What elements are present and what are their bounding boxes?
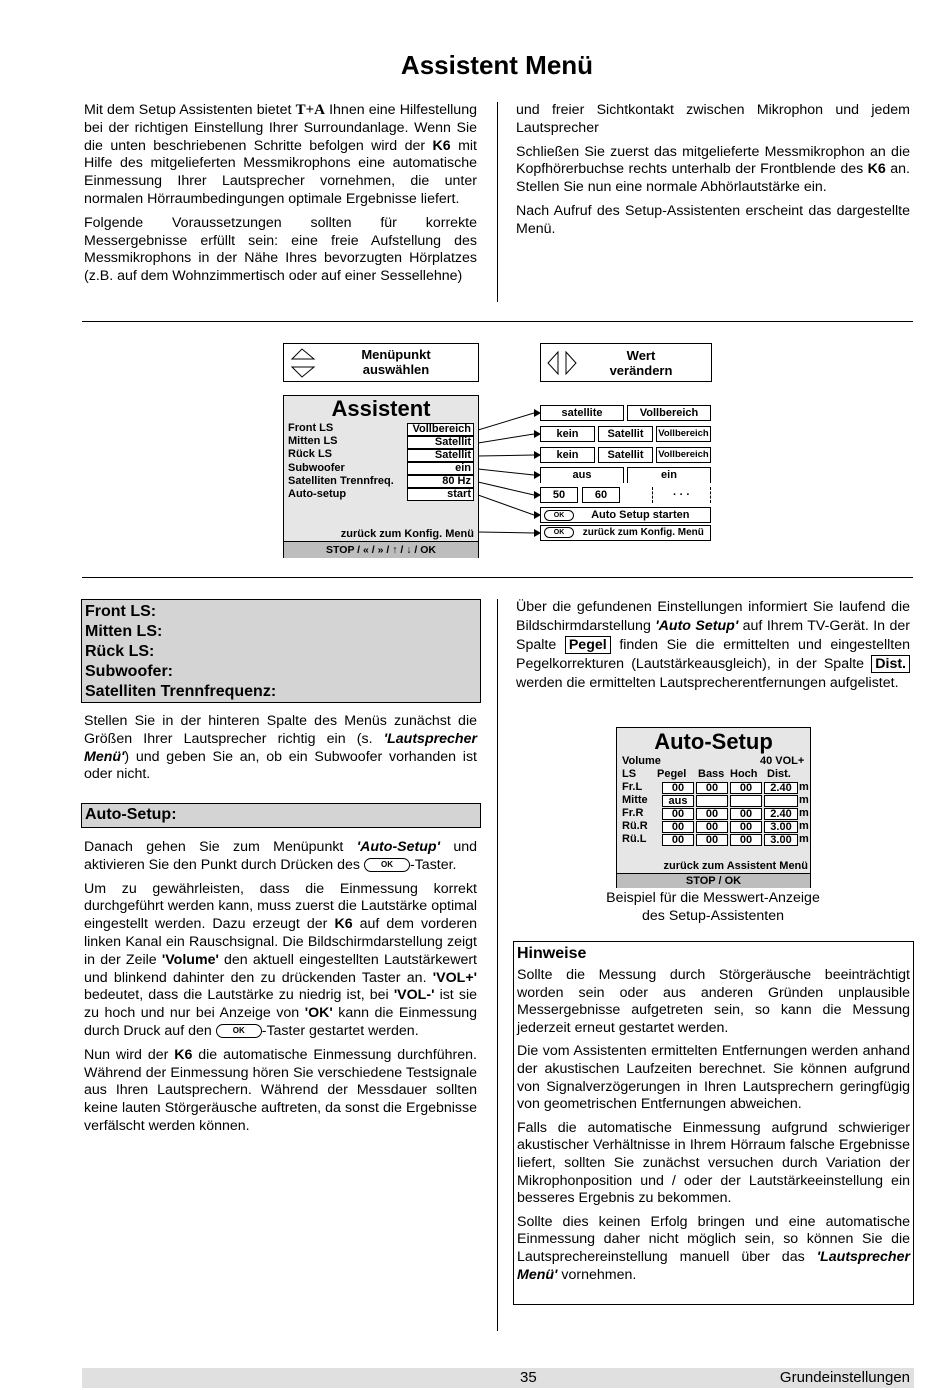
bass-cell: 00 [696, 782, 728, 794]
auto-setup-table [622, 781, 812, 851]
speaker-section-text: Stellen Sie in der hinteren Spalte des Menüs zunächst die Größen Ihrer Lautsprecher richtig ein (s. 'Lautsprecher Menü') und geben Sie an, ob ein Subwoofer vorhanden ist oder nicht. [84, 713, 477, 783]
change-value-box: Wert verändern [540, 343, 712, 382]
back-to-config-option: OK zurück zum Konfig. Menü [540, 525, 711, 541]
ls-label: Fr.L [622, 781, 643, 793]
hoch-cell: 00 [730, 821, 762, 833]
menu-row-label: Subwoofer [288, 462, 345, 474]
hoch-cell: 00 [730, 782, 762, 794]
col-header: LS [622, 768, 637, 780]
dist-cell: 2.40 [764, 782, 798, 794]
page-number: 35 [520, 1369, 537, 1386]
figure-caption: Beispiel für die Messwert-Anzeige des Setup-Assistenten [606, 890, 820, 924]
hoch-cell: 00 [730, 834, 762, 846]
up-down-arrows-icon [290, 347, 318, 379]
menu-row-label: Rück LS [288, 448, 333, 460]
menu-row-value: Satellit [407, 436, 474, 449]
column-divider [497, 599, 498, 1331]
ok-button-icon: OK [216, 1024, 262, 1038]
option-kein: kein [540, 447, 595, 463]
option-50: 50 [540, 487, 578, 503]
bass-cell: 00 [696, 821, 728, 833]
intro-paragraph-3: und freier Sichtkontakt zwischen Mikrophon und jedem Lautsprecher [516, 102, 910, 136]
pegel-cell: 00 [662, 782, 694, 794]
option-vollbereich: Vollbereich [627, 405, 711, 421]
section-rule [82, 321, 913, 322]
section-name: Grundeinstellungen [779, 1369, 910, 1386]
col-header: Hoch [730, 768, 758, 780]
option-vollbereich: Vollbereich [656, 426, 711, 442]
menu-row-label: Mitten LS [288, 435, 338, 447]
menu-row-value: Vollbereich [407, 423, 474, 436]
option-kein: kein [540, 426, 595, 442]
ls-label: Rü.L [622, 833, 647, 845]
intro-paragraph-4: Schließen Sie zuerst das mitgelieferte Messmikrophon an die Kopfhörerbuchse rechts unterhalb der Frontblende des K6 an. Stellen Sie nun eine normale Abhörlautstärke ein. [516, 143, 910, 196]
option-more: · · · [652, 487, 711, 503]
hinweise-heading: Hinweise [517, 945, 587, 962]
auto-setup-stop-bar: STOP / OK [617, 873, 810, 888]
volume-label: Volume [622, 755, 661, 767]
dist-cell [764, 795, 798, 807]
brand-logo: T+A [295, 102, 325, 118]
dist-cell: 3.00 [764, 821, 798, 833]
page-title: Assistent Menü [400, 50, 594, 80]
left-right-arrows-icon [544, 350, 582, 376]
ls-label: Rü.R [622, 820, 648, 832]
menu-row-label: Auto-setup [288, 488, 347, 500]
auto-setup-info-text: Über die gefundenen Einstellungen informiert Sie laufend die Bildschirmdarstellung 'Auto Setup' auf Ihrem TV-Gerät. In der Spalte Pegel finden Sie die ermittelten und eingestellten Pegelkorrekturen (Lautstärkeausgleich), in der Spalte Dist. werden die ermittelten Lautsprecherentfernungen aufgelistet. [516, 599, 910, 691]
hoch-cell [730, 795, 762, 807]
hinweise-text: Hinweise Sollte die Messung durch Störgeräusche beeinträchtigt worden sein oder aus anderen Gründen unplausible Messergebnisse aufgetreten sein, so kann die Messung jederzeit erneut gestartet werden. Die vom Assistenten ermittelten Entfernungen werden anhand der akustischen Laufzeiten berechnet. Sie können aufgrund von Signalverzögerungen in Ihren Lautsprechern geringfügig von geometrischen Entfernungen abweichen. Falls die automatische Einmessung aufgrund schwieriger akustischer Verhältnisse in Ihrem Hörraum falsche Ergebnisse liefert, sollten Sie zunächst versuchen durch Variation der Mikrophonposition und / oder der Lautstärkeeinstellung ein besseres Ergebnis zu bekommen. Sollte dies keinen Erfolg bringen und eine automatische Einmessung daher nicht möglich sein, so können Sie die Lautsprechereinstellung manuell über das 'Lautsprecher Menü' vornehmen. [517, 945, 910, 1283]
menu-row-label: Front LS [288, 422, 334, 434]
col-header: Pegel [657, 768, 687, 780]
ls-label: Mitte [622, 794, 648, 806]
option-satellite: satellite [540, 405, 624, 421]
unit-label: m [799, 820, 809, 832]
intro-paragraph-1: Mit dem Setup Assistenten bietet T+A Ihnen eine Hilfestellung bei der richtigen Einstellung Ihrer Surroundanlage. Wenn Sie die unten beschriebenen Schritte befolgen wird der K6 mit Hilfe des mitgelieferten Messmikrophons eine automatische Einmessung Ihrer Lautsprecher vornehmen, die unter normalen Hörraumbedingungen optimale Ergebnisse liefert. [84, 102, 477, 207]
col-header: Dist. [767, 768, 791, 780]
dist-cell: 2.40 [764, 808, 798, 820]
auto-setup-back-label: zurück zum Assistent Menü [663, 860, 808, 872]
intro-paragraph-2: Folgende Voraussetzungen sollten für korrekte Messergebnisse erfüllt sein: eine freie Aufstellung des Messmikrophons in der Nähe Ihres bevorzugten Hörplatzes (z.B. auf dem Wohnzimmertisch oder auf einer Sessellehne) [84, 214, 477, 285]
hoch-cell: 00 [730, 808, 762, 820]
option-aus: aus [540, 467, 624, 483]
ok-button-icon: OK [364, 858, 410, 872]
auto-setup-section-text: Danach gehen Sie zum Menüpunkt 'Auto-Setup' und aktivieren Sie den Punkt durch Drücken des OK -Taster. Um zu gewährleisten, dass die Einmessung korrekt durchgeführt werden kann, muss zuerst die Lautstärke optimal eingestellt werden. Dazu erzeugt der K6 auf dem vorderen linken Kanal ein Rauschsignal. Die Bildschirmdarstellung zeigt in der Zeile 'Volume' den aktuell eingestellten Lautstärkewert und blinkend dahinter den zu drückenden Taster an. 'VOL+' bedeutet, dass die Lautstärke zu niedrig ist, bei 'VOL-' ist sie zu hoch und nur bei Anzeige von 'OK' kann die Einmessung durch Druck auf den OK -Taster gestartet werden. Nun wird der K6 die automatische Einmessung durchführen. Während der Einmessung hören Sie verschiedene Testsignale aus Ihren Lautsprechern. Während der Messdauer sollten keine lauten Störgeräusche auftreten, da sonst die Ergebnisse verfälscht werden können. [84, 839, 478, 1134]
select-menu-item-box: Menüpunkt auswählen [283, 343, 479, 382]
ok-button-icon: OK [544, 510, 574, 521]
menu-back-label: zurück zum Konfig. Menü [340, 528, 474, 540]
menu-row-value: Satellit [407, 449, 474, 462]
menu-stop-bar: STOP / « / » / ↑ / ↓ / OK [284, 541, 478, 558]
intro-column-right [516, 102, 910, 245]
option-satellit: Satellit [598, 426, 653, 442]
intro-paragraph-5: Nach Aufruf des Setup-Assistenten erscheint das dargestellte Menü. [516, 202, 910, 237]
option-ein: ein [627, 467, 711, 483]
bass-cell [696, 795, 728, 807]
speaker-section-heading: Front LS: Mitten LS: Rück LS: Subwoofer: Satelliten Trennfrequenz: [81, 599, 481, 703]
auto-setup-title: Auto-Setup [654, 729, 773, 754]
column-divider [497, 102, 498, 302]
option-60: 60 [582, 487, 620, 503]
unit-label: m [799, 807, 809, 819]
pegel-cell: aus [662, 795, 694, 807]
col-header: Bass [698, 768, 725, 780]
intro-column-left [84, 102, 477, 292]
menu-row-value: start [407, 488, 474, 501]
option-vollbereich: Vollbereich [656, 447, 711, 463]
ok-button-icon: OK [544, 527, 574, 538]
auto-setup-section-heading: Auto-Setup: [81, 803, 481, 828]
dist-cell: 3.00 [764, 834, 798, 846]
pegel-cell: 00 [662, 821, 694, 833]
ls-label: Fr.R [622, 807, 644, 819]
connector-arrows [478, 405, 542, 540]
assistent-menu-title: Assistent [331, 396, 431, 421]
menu-row-value: 80 Hz [407, 475, 474, 488]
auto-setup-start-option: OK Auto Setup starten [540, 507, 711, 523]
pegel-cell: 00 [662, 834, 694, 846]
unit-label: m [799, 794, 809, 806]
section-rule [82, 577, 913, 578]
pegel-cell: 00 [662, 808, 694, 820]
unit-label: m [799, 781, 809, 793]
menu-row-label: Satelliten Trennfreq. [288, 475, 394, 487]
bass-cell: 00 [696, 834, 728, 846]
unit-label: m [799, 833, 809, 845]
volume-value: 40 VOL+ [760, 755, 805, 767]
menu-row-value: ein [407, 462, 474, 475]
bass-cell: 00 [696, 808, 728, 820]
option-satellit: Satellit [598, 447, 653, 463]
